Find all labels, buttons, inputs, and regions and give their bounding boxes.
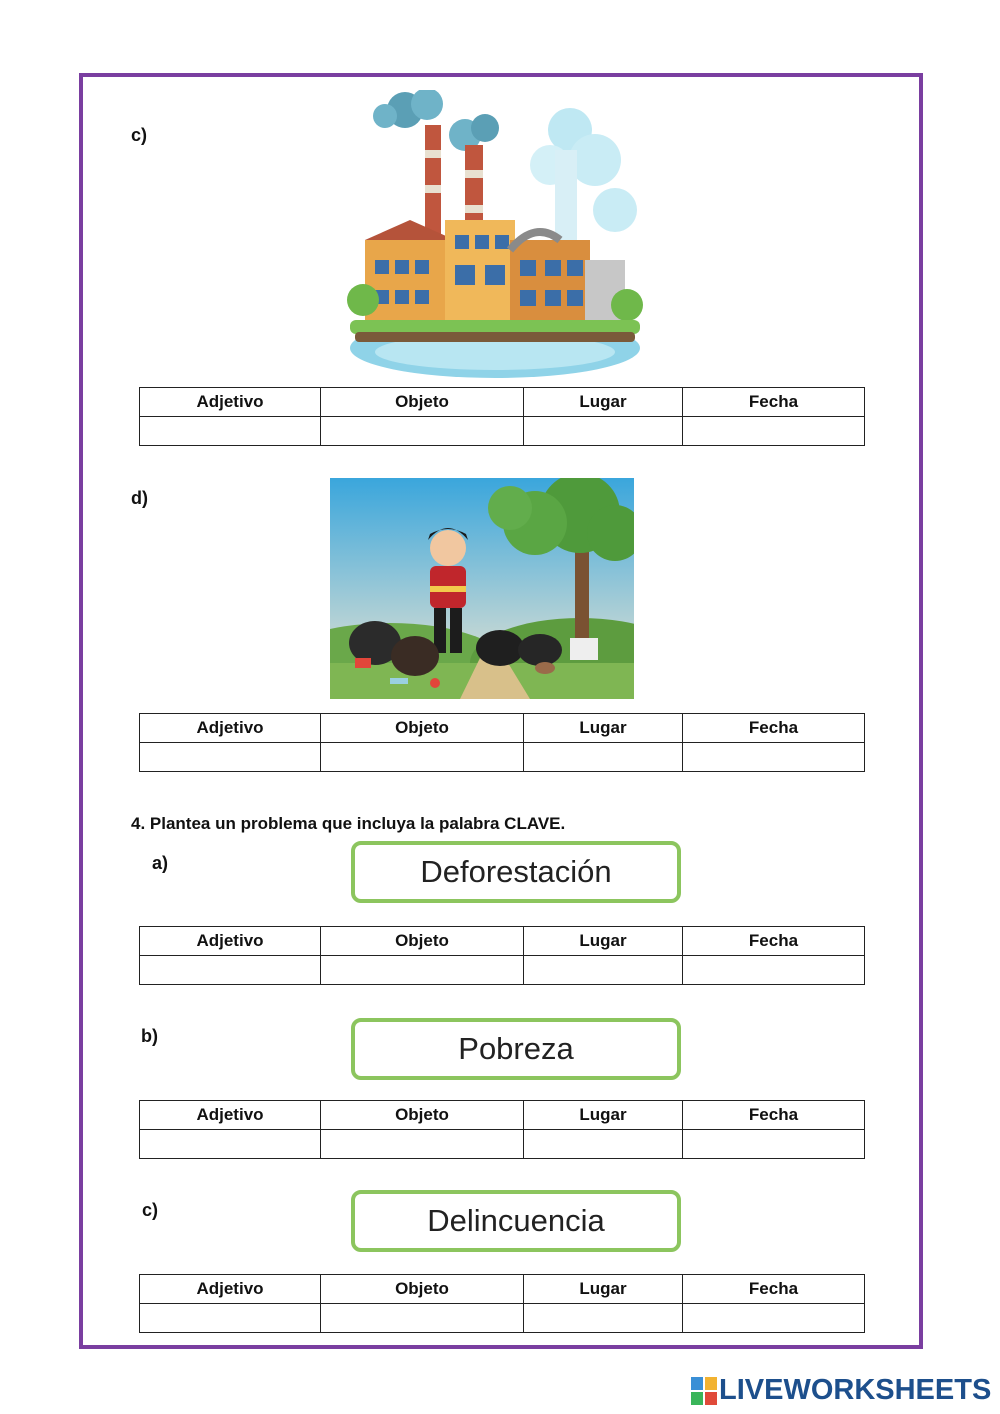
- key-a-label: a): [152, 853, 169, 873]
- lugar-cell[interactable]: [524, 417, 683, 446]
- brand-text: LIVEWORKSHEETS: [719, 1374, 992, 1406]
- header-adjetivo: Adjetivo: [140, 388, 321, 417]
- header-objeto: Objeto: [321, 927, 524, 956]
- objeto-cell[interactable]: [321, 1130, 524, 1159]
- objeto-cell[interactable]: [321, 417, 524, 446]
- fecha-cell[interactable]: [683, 1130, 865, 1159]
- lugar-cell[interactable]: [524, 1304, 683, 1333]
- section-d-label: d): [131, 488, 148, 508]
- header-fecha: Fecha: [683, 714, 865, 743]
- adjetivo-cell[interactable]: [140, 743, 321, 772]
- question-4-heading: 4. Plantea un problema que incluya la palabra CLAVE.: [131, 814, 566, 833]
- objeto-cell[interactable]: [321, 743, 524, 772]
- header-adjetivo: Adjetivo: [140, 1275, 321, 1304]
- adjetivo-cell[interactable]: [140, 1130, 321, 1159]
- header-objeto: Objeto: [321, 388, 524, 417]
- table-input-row: [140, 1130, 865, 1159]
- table-input-row: [140, 956, 865, 985]
- objeto-cell[interactable]: [321, 1304, 524, 1333]
- keyword-box-delincuencia: [351, 1190, 681, 1252]
- header-objeto: Objeto: [321, 1101, 524, 1130]
- answer-table-key-b: [139, 1100, 865, 1159]
- keyword-box-deforestacion: [351, 841, 681, 903]
- table-input-row: [140, 417, 865, 446]
- answer-table-d: [139, 713, 865, 772]
- lugar-cell[interactable]: [524, 743, 683, 772]
- header-fecha: Fecha: [683, 1275, 865, 1304]
- factory-illustration: [345, 90, 645, 380]
- table-input-row: [140, 743, 865, 772]
- adjetivo-cell[interactable]: [140, 956, 321, 985]
- key-c-label: c): [142, 1200, 159, 1220]
- header-lugar: Lugar: [524, 927, 683, 956]
- section-c-label: c): [131, 125, 148, 145]
- adjetivo-cell[interactable]: [140, 1304, 321, 1333]
- header-adjetivo: Adjetivo: [140, 714, 321, 743]
- liveworksheets-brand: [691, 1374, 991, 1407]
- fecha-cell[interactable]: [683, 1304, 865, 1333]
- answer-table-key-c: [139, 1274, 865, 1333]
- lugar-cell[interactable]: [524, 1130, 683, 1159]
- header-fecha: Fecha: [683, 927, 865, 956]
- header-lugar: Lugar: [524, 1101, 683, 1130]
- liveworksheets-logo-icon: [691, 1377, 717, 1405]
- fecha-cell[interactable]: [683, 743, 865, 772]
- header-adjetivo: Adjetivo: [140, 1101, 321, 1130]
- fecha-cell[interactable]: [683, 417, 865, 446]
- header-lugar: Lugar: [524, 388, 683, 417]
- header-lugar: Lugar: [524, 714, 683, 743]
- table-header-row: [140, 1275, 865, 1304]
- header-fecha: Fecha: [683, 388, 865, 417]
- header-adjetivo: Adjetivo: [140, 927, 321, 956]
- lugar-cell[interactable]: [524, 956, 683, 985]
- objeto-cell[interactable]: [321, 956, 524, 985]
- table-header-row: [140, 1101, 865, 1130]
- answer-table-c: [139, 387, 865, 446]
- keyword-text: Delincuencia: [427, 1203, 605, 1238]
- key-b-label: b): [141, 1026, 158, 1046]
- keyword-text: Deforestación: [420, 854, 612, 889]
- answer-table-key-a: [139, 926, 865, 985]
- header-fecha: Fecha: [683, 1101, 865, 1130]
- header-objeto: Objeto: [321, 1275, 524, 1304]
- header-objeto: Objeto: [321, 714, 524, 743]
- header-lugar: Lugar: [524, 1275, 683, 1304]
- table-header-row: [140, 927, 865, 956]
- adjetivo-cell[interactable]: [140, 417, 321, 446]
- table-header-row: [140, 388, 865, 417]
- keyword-text: Pobreza: [458, 1031, 574, 1066]
- table-input-row: [140, 1304, 865, 1333]
- litter-illustration: [330, 478, 634, 699]
- table-header-row: [140, 714, 865, 743]
- fecha-cell[interactable]: [683, 956, 865, 985]
- keyword-box-pobreza: [351, 1018, 681, 1080]
